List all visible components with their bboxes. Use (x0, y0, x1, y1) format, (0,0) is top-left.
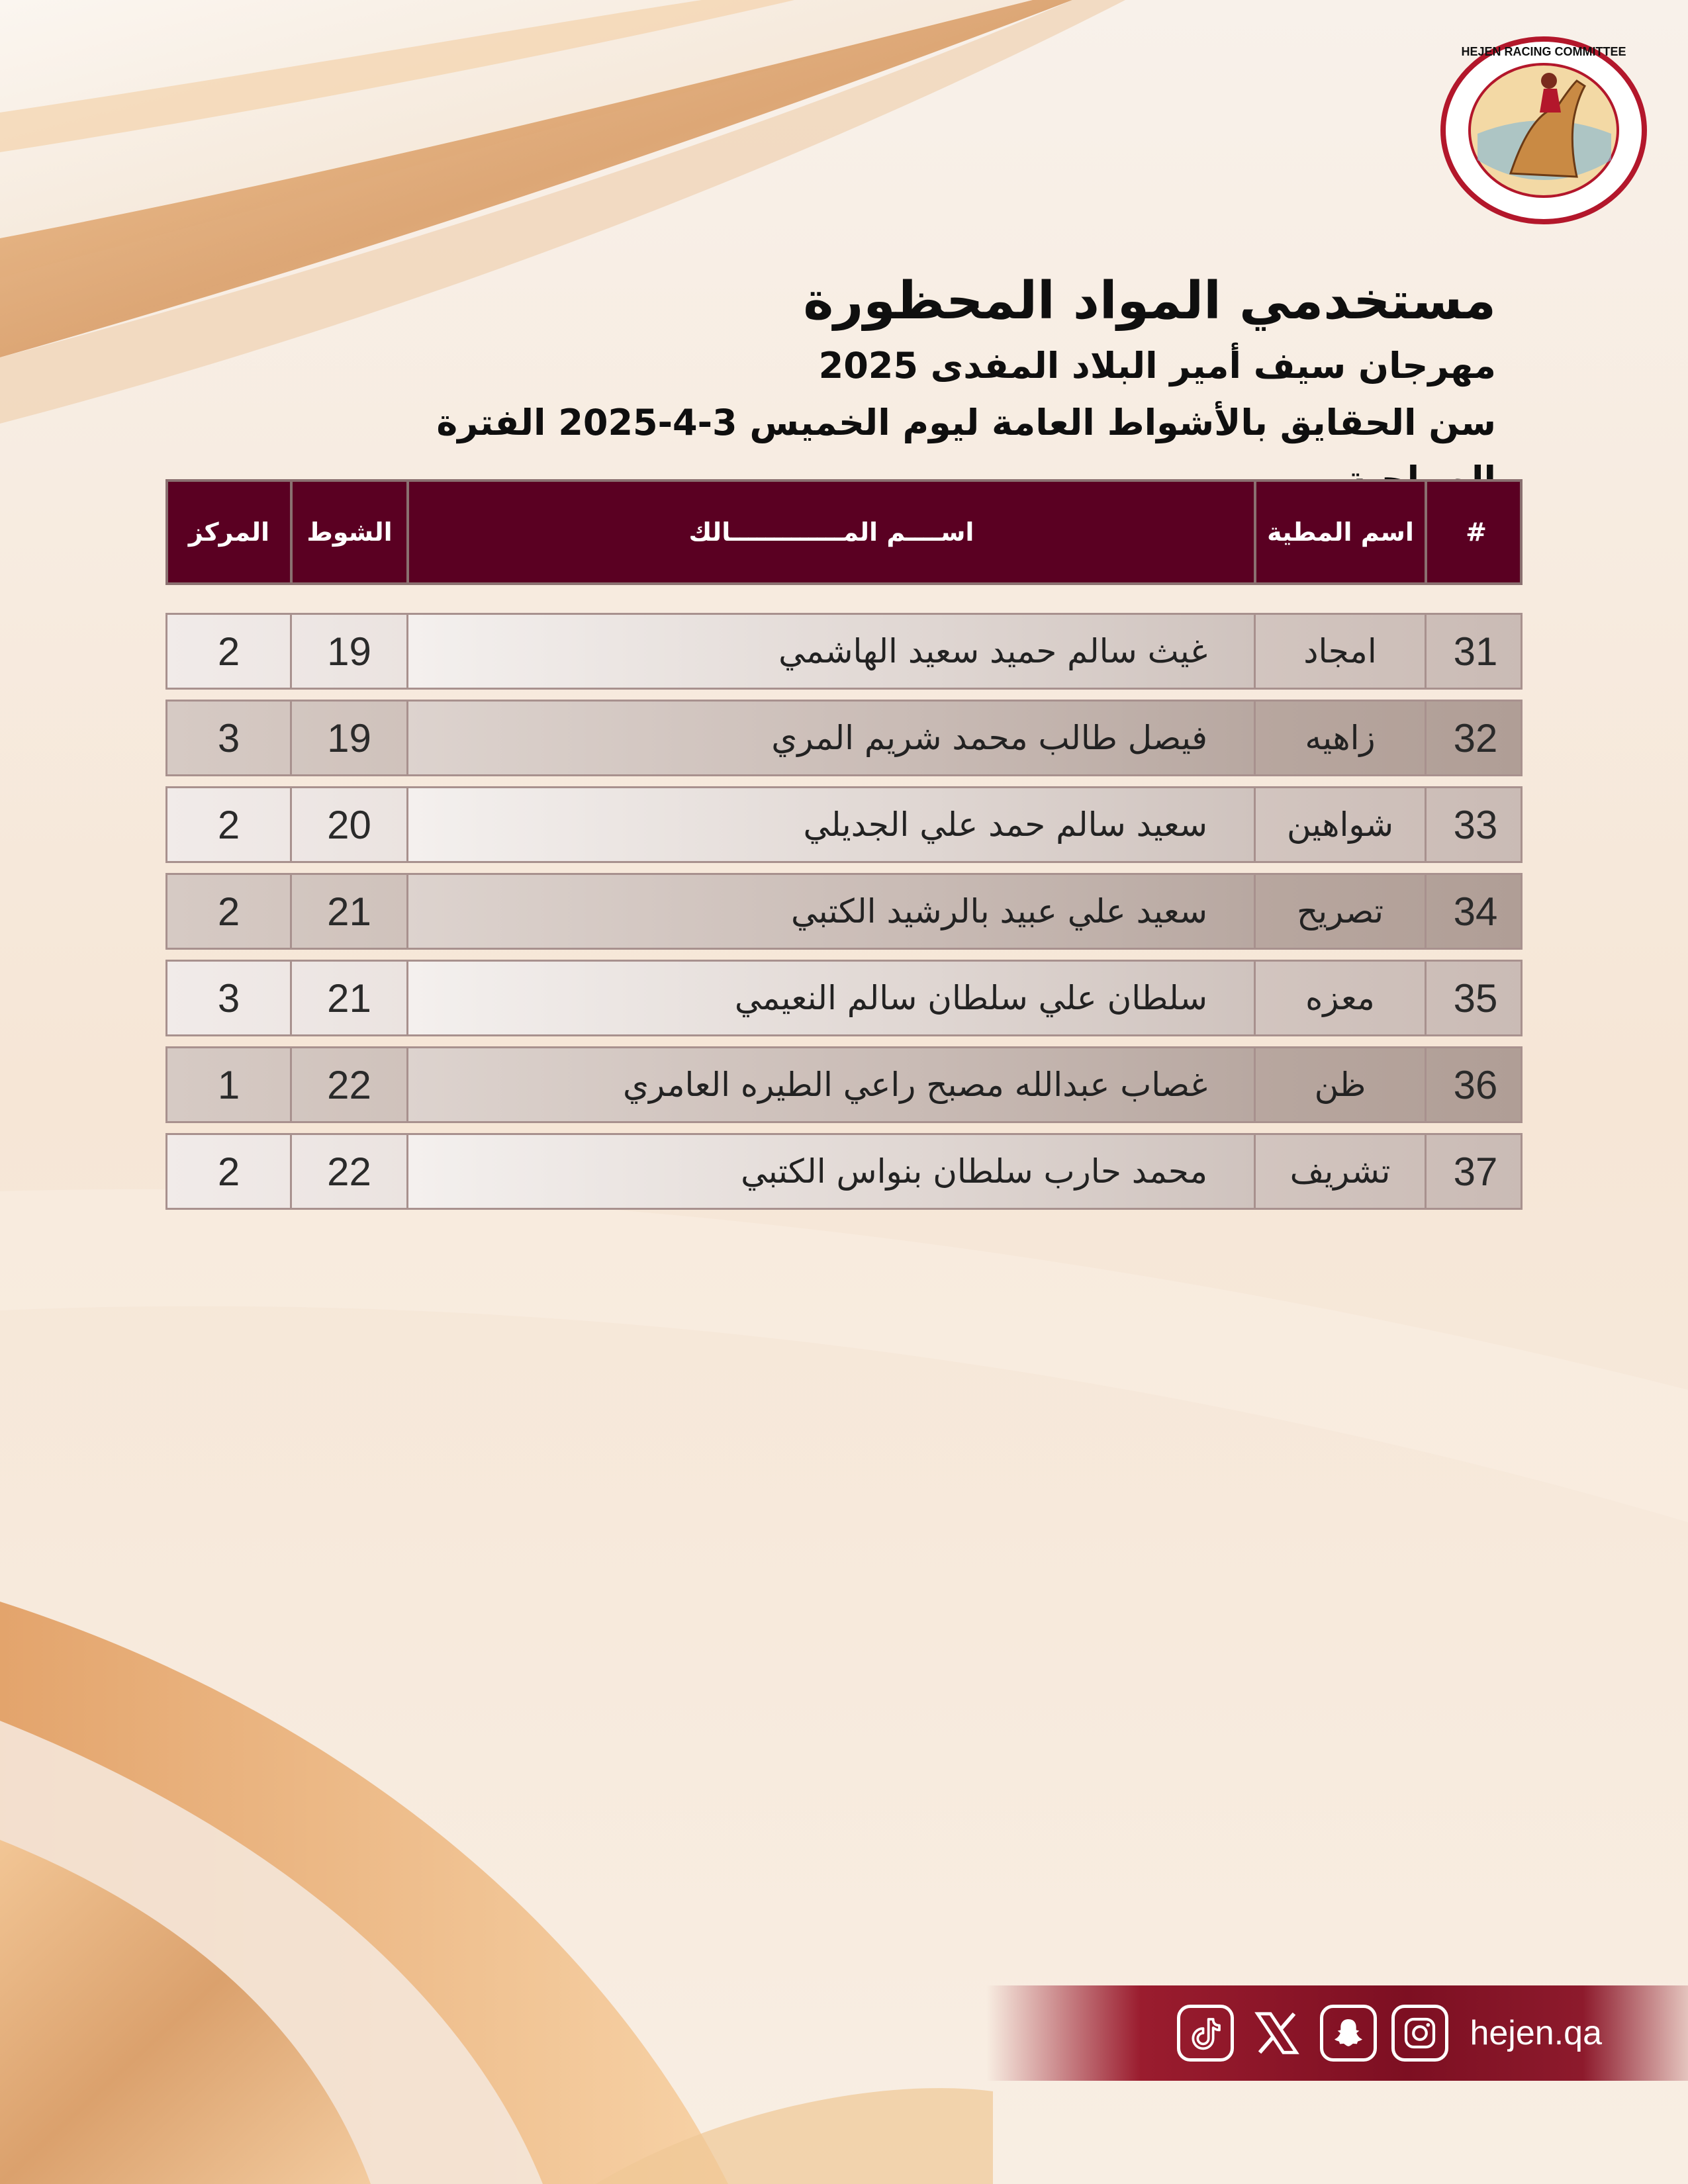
cell-position: 1 (167, 1048, 292, 1121)
table-row (165, 786, 1523, 863)
cell-position: 2 (167, 875, 292, 948)
cell-race: 19 (292, 615, 408, 688)
table-header-row (165, 479, 1523, 585)
cell-number: 31 (1453, 629, 1498, 674)
table-row (165, 613, 1523, 690)
session-subtitle: سن الحقايق بالأشواط العامة ليوم الخميس 3-4-2025 الفترة (436, 402, 1496, 443)
results-table (165, 479, 1523, 1220)
header-camel: اسم المطية (1256, 482, 1427, 582)
header-titles (371, 265, 1496, 508)
snapchat-icon[interactable] (1320, 2005, 1377, 2062)
cell-owner: فيصل طالب محمد شريم المري (408, 702, 1256, 774)
header-race: الشوط (293, 482, 409, 582)
cell-owner: سلطان علي سلطان سالم النعيمي (408, 962, 1256, 1034)
cell-race: 21 (292, 875, 408, 948)
cell-camel: شواهين (1256, 788, 1427, 861)
cell-position: 3 (167, 702, 292, 774)
page-title: مستخدمي المواد المحظورة (803, 271, 1496, 331)
cell-race: 21 (292, 962, 408, 1034)
festival-subtitle: مهرجان سيف أمير البلاد المفدى 2025 (818, 345, 1496, 387)
cell-number: 34 (1453, 889, 1498, 934)
cell-camel: امجاد (1256, 615, 1427, 688)
header-owner: اســــم المـــــــــــــالك (409, 482, 1256, 582)
hejen-logo (1438, 34, 1650, 226)
cell-owner: محمد حارب سلطان بنواس الكتبي (408, 1135, 1256, 1208)
tiktok-icon[interactable] (1177, 2005, 1234, 2062)
cell-position: 2 (167, 788, 292, 861)
cell-owner: غيث سالم حميد سعيد الهاشمي (408, 615, 1256, 688)
cell-owner: غصاب عبدالله مصبح راعي الطيره العامري (408, 1048, 1256, 1121)
cell-number: 35 (1453, 976, 1498, 1021)
cell-camel: معزه (1256, 962, 1427, 1034)
cell-race: 19 (292, 702, 408, 774)
cell-race: 22 (292, 1048, 408, 1121)
cell-camel: زاهيه (1256, 702, 1427, 774)
cell-camel: تشريف (1256, 1135, 1427, 1208)
instagram-icon[interactable] (1391, 2005, 1448, 2062)
table-row (165, 1133, 1523, 1210)
cell-position: 3 (167, 962, 292, 1034)
cell-number: 36 (1453, 1062, 1498, 1107)
cell-position: 2 (167, 615, 292, 688)
table-row (165, 1046, 1523, 1123)
cell-owner: سعيد علي عبيد بالرشيد الكتبي (408, 875, 1256, 948)
header-number: # (1466, 518, 1487, 547)
cell-race: 22 (292, 1135, 408, 1208)
cell-number: 32 (1453, 715, 1498, 760)
cell-owner: سعيد سالم حمد علي الجديلي (408, 788, 1256, 861)
cell-camel: تصريح (1256, 875, 1427, 948)
x-icon[interactable] (1248, 2005, 1305, 2062)
footer-social-bar (986, 1985, 1688, 2081)
website-link[interactable]: hejen.qa (1470, 2014, 1602, 2052)
table-row (165, 873, 1523, 950)
table-row (165, 700, 1523, 776)
cell-camel: ظن (1256, 1048, 1427, 1121)
cell-number: 37 (1453, 1149, 1498, 1194)
logo-text: HEJEN RACING COMMITTEE (1461, 45, 1626, 58)
header-position: المركز (168, 482, 293, 582)
cell-race: 20 (292, 788, 408, 861)
cell-position: 2 (167, 1135, 292, 1208)
cell-number: 33 (1453, 802, 1498, 847)
table-row (165, 960, 1523, 1036)
